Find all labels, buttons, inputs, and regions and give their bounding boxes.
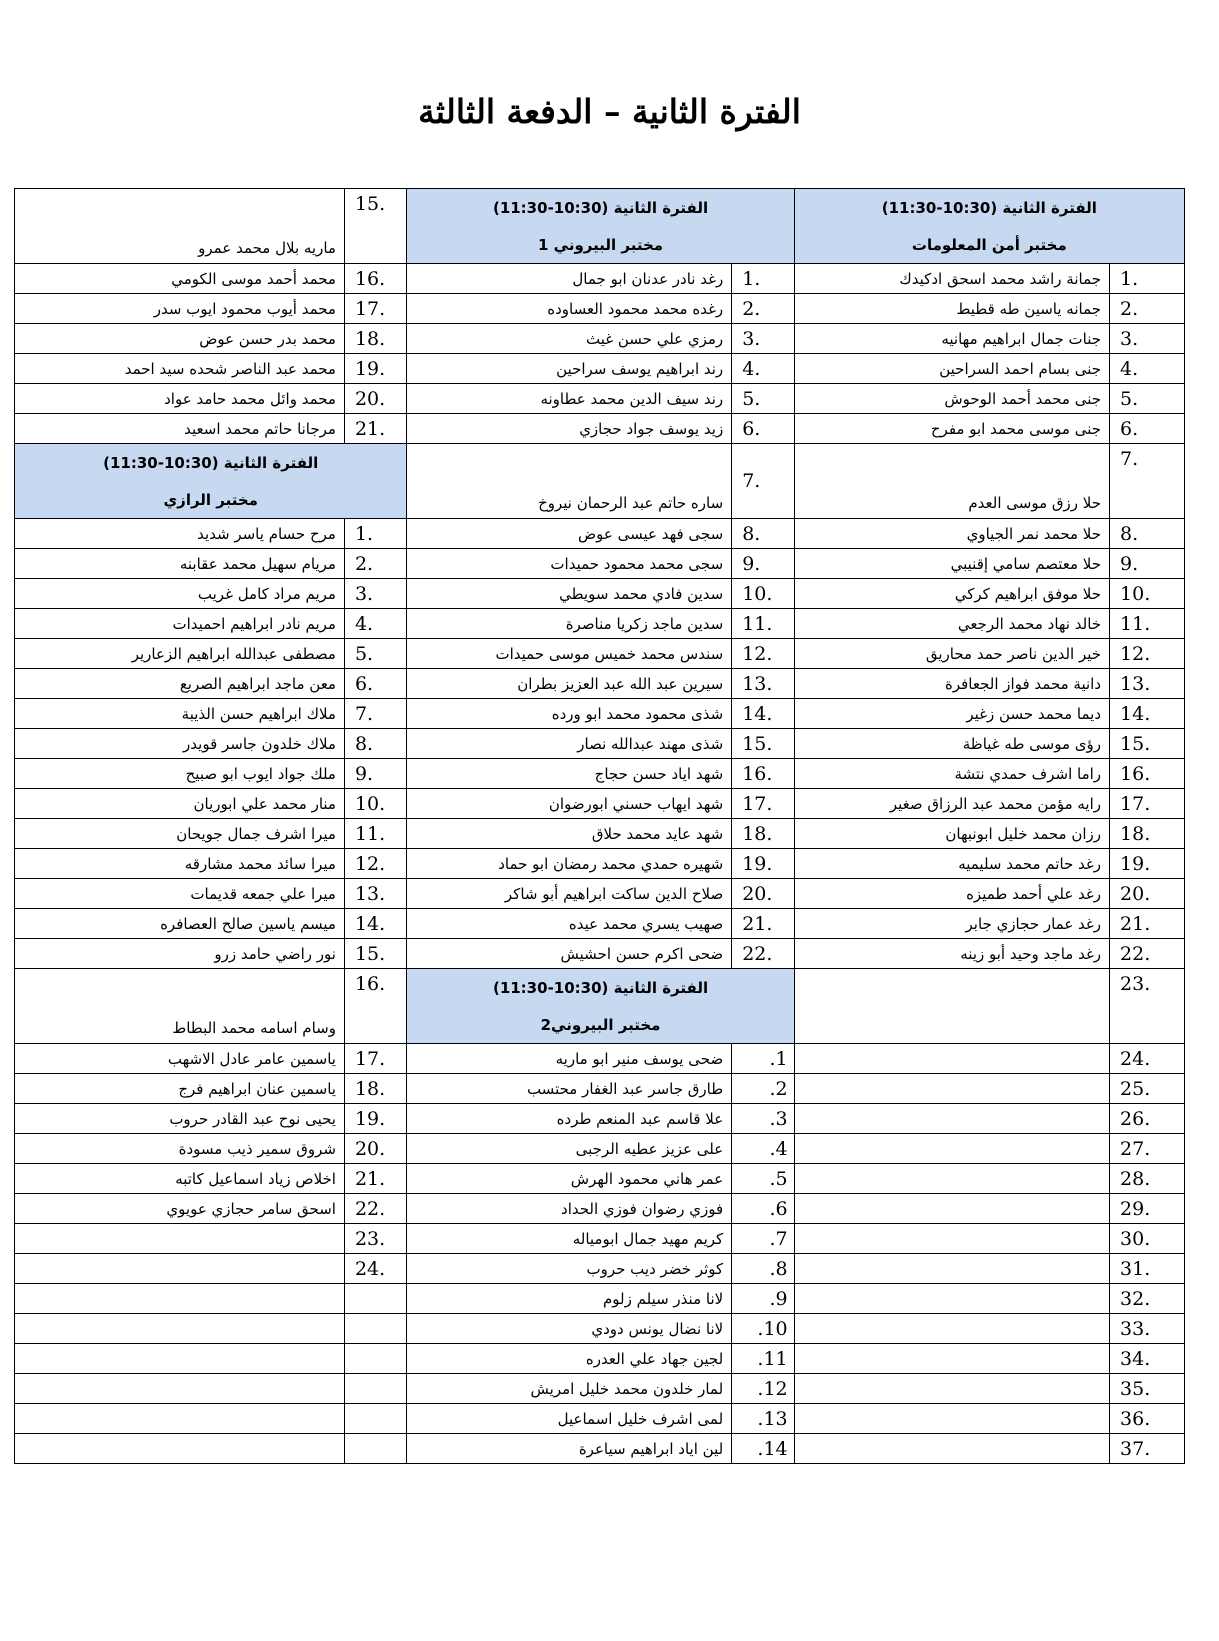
empty-cell <box>15 1434 345 1464</box>
table-row <box>15 354 1185 384</box>
student-name: محمد أيوب محمود ايوب سدر <box>15 294 345 324</box>
table-row <box>15 189 1185 264</box>
student-name: محمد أحمد موسى الكومي <box>15 264 345 294</box>
table-row <box>15 969 1185 1044</box>
row-number: .6 <box>732 1194 794 1224</box>
row-number: 22. <box>1110 939 1185 969</box>
row-number: 19. <box>344 354 406 384</box>
student-name: كريم مهيد جمال ابومياله <box>407 1224 732 1254</box>
row-number: 32. <box>1110 1284 1185 1314</box>
table-row <box>15 549 1185 579</box>
row-number: 12. <box>344 849 406 879</box>
row-number: 18. <box>344 324 406 354</box>
student-name: لجين جهاد علي العدره <box>407 1344 732 1374</box>
row-number: 7. <box>732 444 794 519</box>
student-name: شهد ايهاب حسني ابورضوان <box>407 789 732 819</box>
student-name: لانا نضال يونس دودي <box>407 1314 732 1344</box>
row-number: .12 <box>732 1374 794 1404</box>
student-name: فوزي رضوان فوزي الحداد <box>407 1194 732 1224</box>
row-number: 23. <box>1110 969 1185 1044</box>
table-row <box>15 1224 1185 1254</box>
student-name: رغد علي أحمد طميزه <box>794 879 1109 909</box>
table-row <box>15 1404 1185 1434</box>
student-name: شروق سمير ذيب مسودة <box>15 1134 345 1164</box>
lab-name: مختبر الرازي <box>163 491 258 509</box>
student-name: ملاك خلدون جاسر قويدر <box>15 729 345 759</box>
row-number: .11 <box>732 1344 794 1374</box>
empty-cell <box>15 1284 345 1314</box>
student-name: لمى اشرف خليل اسماعيل <box>407 1404 732 1434</box>
student-name <box>15 1254 345 1284</box>
table-row <box>15 579 1185 609</box>
row-number: 9. <box>732 549 794 579</box>
table-row <box>15 324 1185 354</box>
row-number: 11. <box>732 609 794 639</box>
row-number: 13. <box>732 669 794 699</box>
row-number: 4. <box>732 354 794 384</box>
student-name: سندس محمد خميس موسى حميدات <box>407 639 732 669</box>
table-row <box>15 1374 1185 1404</box>
student-name: جنى موسى محمد ابو مفرح <box>794 414 1109 444</box>
student-name: حلا معتصم سامي إقنيبي <box>794 549 1109 579</box>
table-row <box>15 1284 1185 1314</box>
row-number: 3. <box>732 324 794 354</box>
row-number: .3 <box>732 1104 794 1134</box>
table-row <box>15 669 1185 699</box>
row-number: 11. <box>344 819 406 849</box>
student-name: مرجانا حاتم محمد اسعيد <box>15 414 345 444</box>
student-name <box>794 1344 1109 1374</box>
row-number: .8 <box>732 1254 794 1284</box>
row-number: 17. <box>1110 789 1185 819</box>
student-name: رند ابراهيم يوسف سراحين <box>407 354 732 384</box>
row-number: 28. <box>1110 1164 1185 1194</box>
student-name <box>794 1314 1109 1344</box>
student-name: رغد نادر عدنان ابو جمال <box>407 264 732 294</box>
row-number: 9. <box>344 759 406 789</box>
row-number: 15. <box>1110 729 1185 759</box>
row-number: .9 <box>732 1284 794 1314</box>
lab-header-security <box>794 189 1184 264</box>
row-number: 20. <box>1110 879 1185 909</box>
row-number: 10. <box>344 789 406 819</box>
student-name: مريام سهيل محمد عقابنه <box>15 549 345 579</box>
row-number: 29. <box>1110 1194 1185 1224</box>
empty-cell <box>344 1434 406 1464</box>
table-row <box>15 1104 1185 1134</box>
student-name: جنى بسام احمد السراحين <box>794 354 1109 384</box>
row-number: 36. <box>1110 1404 1185 1434</box>
row-number: 13. <box>344 879 406 909</box>
student-name: ساره حاتم عبد الرحمان نيروخ <box>407 444 732 519</box>
row-number: 19. <box>1110 849 1185 879</box>
table-row <box>15 294 1185 324</box>
row-number: 19. <box>732 849 794 879</box>
student-name: سيرين عبد الله عبد العزيز بطران <box>407 669 732 699</box>
table-row <box>15 1254 1185 1284</box>
student-name <box>794 1434 1109 1464</box>
student-name: ياسمين عامر عادل الاشهب <box>15 1044 345 1074</box>
row-number: 17. <box>344 294 406 324</box>
student-name: جمانه ياسين طه قطيط <box>794 294 1109 324</box>
row-number: 16. <box>732 759 794 789</box>
row-number: 3. <box>1110 324 1185 354</box>
student-name: سجى فهد عيسى عوض <box>407 519 732 549</box>
row-number: 27. <box>1110 1134 1185 1164</box>
lab-header-biruni2 <box>407 969 794 1044</box>
row-number: .13 <box>732 1404 794 1434</box>
student-name: معن ماجد ابراهيم الصريع <box>15 669 345 699</box>
row-number: 15. <box>344 189 406 264</box>
student-name: ضحى يوسف منير ابو ماريه <box>407 1044 732 1074</box>
row-number: 1. <box>732 264 794 294</box>
row-number: 16. <box>344 969 406 1044</box>
row-number: 14. <box>1110 699 1185 729</box>
table-row <box>15 1344 1185 1374</box>
table-row <box>15 879 1185 909</box>
student-name: اخلاص زياد اسماعيل كاتبه <box>15 1164 345 1194</box>
table-row <box>15 1074 1185 1104</box>
table-row <box>15 819 1185 849</box>
lab-header-biruni1 <box>407 189 794 264</box>
student-name: ملاك ابراهيم حسن الذيبة <box>15 699 345 729</box>
row-number: 4. <box>1110 354 1185 384</box>
student-name: سدين فادي محمد سويطي <box>407 579 732 609</box>
student-name: رغد حاتم محمد سليميه <box>794 849 1109 879</box>
student-name: مرح حسام ياسر شديد <box>15 519 345 549</box>
row-number: 15. <box>344 939 406 969</box>
student-name: مصطفى عبدالله ابراهيم الزعارير <box>15 639 345 669</box>
row-number: .2 <box>732 1074 794 1104</box>
student-name: محمد بدر حسن عوض <box>15 324 345 354</box>
student-name: خير الدين ناصر حمد محاريق <box>794 639 1109 669</box>
student-name: ميسم ياسين صالح العصافره <box>15 909 345 939</box>
row-number: 30. <box>1110 1224 1185 1254</box>
row-number: 18. <box>1110 819 1185 849</box>
table-row <box>15 789 1185 819</box>
table-row <box>15 414 1185 444</box>
student-name: رغد عمار حجازي جابر <box>794 909 1109 939</box>
period-label: الفترة الثانية (10:30-11:30) <box>103 454 319 472</box>
row-number: 3. <box>344 579 406 609</box>
row-number: 16. <box>1110 759 1185 789</box>
row-number: 1. <box>1110 264 1185 294</box>
row-number: 1. <box>344 519 406 549</box>
student-name: رند سيف الدين محمد عطاونه <box>407 384 732 414</box>
row-number: 12. <box>732 639 794 669</box>
row-number: 7. <box>344 699 406 729</box>
row-number: 10. <box>1110 579 1185 609</box>
student-name: ديما محمد حسن زغير <box>794 699 1109 729</box>
table-row <box>15 1044 1185 1074</box>
row-number: .10 <box>732 1314 794 1344</box>
empty-cell <box>15 1374 345 1404</box>
student-name: كوثر خضر ديب حروب <box>407 1254 732 1284</box>
student-name: ياسمين عنان ابراهيم فرج <box>15 1074 345 1104</box>
row-number: 6. <box>344 669 406 699</box>
empty-cell <box>344 1284 406 1314</box>
student-name: ماريه بلال محمد عمرو <box>15 189 345 264</box>
student-name: ملك جواد ايوب ابو صبيح <box>15 759 345 789</box>
row-number: .4 <box>732 1134 794 1164</box>
table-row <box>15 1164 1185 1194</box>
student-name: محمد وائل محمد حامد عواد <box>15 384 345 414</box>
student-name: ميرا سائد محمد مشارقه <box>15 849 345 879</box>
student-name: شهد عايد محمد حلاق <box>407 819 732 849</box>
row-number: 21. <box>344 414 406 444</box>
period-label: الفترة الثانية (10:30-11:30) <box>881 199 1097 217</box>
period-label: الفترة الثانية (10:30-11:30) <box>492 199 709 217</box>
row-number: 13. <box>1110 669 1185 699</box>
table-row <box>15 1434 1185 1464</box>
row-number: 24. <box>1110 1044 1185 1074</box>
row-number: 35. <box>1110 1374 1185 1404</box>
student-name: حلا محمد نمر الجياوي <box>794 519 1109 549</box>
student-name: زيد يوسف جواد حجازي <box>407 414 732 444</box>
student-name: لانا منذر سيلم زلوم <box>407 1284 732 1314</box>
student-name: طارق جاسر عبد الغفار محتسب <box>407 1074 732 1104</box>
row-number: 20. <box>344 1134 406 1164</box>
student-name: راما اشرف حمدي نتشة <box>794 759 1109 789</box>
period-label: الفترة الثانية (10:30-11:30) <box>492 979 709 997</box>
row-number: 7. <box>1110 444 1185 519</box>
row-number: 12. <box>1110 639 1185 669</box>
student-name: سدين ماجد زكريا مناصرة <box>407 609 732 639</box>
student-name <box>794 1374 1109 1404</box>
student-name: رزان محمد خليل ابونبهان <box>794 819 1109 849</box>
lab-header-razi <box>15 444 407 519</box>
row-number: 34. <box>1110 1344 1185 1374</box>
empty-cell <box>344 1404 406 1434</box>
page-title: الفترة الثانية – الدفعة الثالثة <box>418 92 801 131</box>
row-number: 18. <box>344 1074 406 1104</box>
student-name: شذى محمود محمد ابو ورده <box>407 699 732 729</box>
row-number: .7 <box>732 1224 794 1254</box>
student-name <box>15 1224 345 1254</box>
student-name: اسحق سامر حجازي عويوي <box>15 1194 345 1224</box>
row-number: 11. <box>1110 609 1185 639</box>
row-number: 15. <box>732 729 794 759</box>
lab-name: مختبر البيروني 1 <box>538 236 664 254</box>
student-name <box>794 1074 1109 1104</box>
table-row <box>15 849 1185 879</box>
row-number: 33. <box>1110 1314 1185 1344</box>
table-row <box>15 1134 1185 1164</box>
student-name: جنات جمال ابراهيم مهانيه <box>794 324 1109 354</box>
empty-cell <box>15 1314 345 1344</box>
table-row <box>15 939 1185 969</box>
table-row <box>15 639 1185 669</box>
row-number: 22. <box>344 1194 406 1224</box>
student-name: ضحى اكرم حسن احشيش <box>407 939 732 969</box>
empty-cell <box>15 1404 345 1434</box>
student-name: ميرا اشرف جمال جويحان <box>15 819 345 849</box>
row-number: .14 <box>732 1434 794 1464</box>
student-name: وسام اسامه محمد البطاط <box>15 969 345 1044</box>
student-name: لمار خلدون محمد خليل امريش <box>407 1374 732 1404</box>
row-number: 26. <box>1110 1104 1185 1134</box>
student-name <box>794 1224 1109 1254</box>
row-number: 22. <box>732 939 794 969</box>
student-name: محمد عبد الناصر شحده سيد احمد <box>15 354 345 384</box>
student-name: رايه مؤمن محمد عبد الرزاق صغير <box>794 789 1109 819</box>
empty-cell <box>344 1344 406 1374</box>
row-number: 21. <box>1110 909 1185 939</box>
row-number: 24. <box>344 1254 406 1284</box>
student-name: منار محمد علي ابوريان <box>15 789 345 819</box>
student-name <box>794 969 1109 1044</box>
row-number: .1 <box>732 1044 794 1074</box>
student-name: جمانة راشد محمد اسحق ادكيدك <box>794 264 1109 294</box>
row-number: 31. <box>1110 1254 1185 1284</box>
student-name: خالد نهاد محمد الرجعي <box>794 609 1109 639</box>
table-row <box>15 909 1185 939</box>
row-number: 21. <box>344 1164 406 1194</box>
student-name: دانية محمد فواز الجعافرة <box>794 669 1109 699</box>
row-number: .5 <box>732 1164 794 1194</box>
student-name: يحيى نوح عبد القادر حروب <box>15 1104 345 1134</box>
row-number: 17. <box>344 1044 406 1074</box>
student-name: شهد اياد حسن حجاج <box>407 759 732 789</box>
table-row <box>15 1314 1185 1344</box>
student-name: عمر هاني محمود الهرش <box>407 1164 732 1194</box>
row-number: 23. <box>344 1224 406 1254</box>
table-row <box>15 264 1185 294</box>
empty-cell <box>15 1344 345 1374</box>
roster-table <box>14 188 1185 1464</box>
student-name <box>794 1044 1109 1074</box>
row-number: 25. <box>1110 1074 1185 1104</box>
student-name: رغده محمد محمود العساوده <box>407 294 732 324</box>
student-name: صلاح الدين ساكت ابراهيم أبو شاكر <box>407 879 732 909</box>
lab-name: مختبر البيروني2 <box>540 1016 661 1034</box>
student-name: على عزيز عطيه الرجبى <box>407 1134 732 1164</box>
table-row <box>15 699 1185 729</box>
student-name <box>794 1284 1109 1314</box>
row-number: 5. <box>732 384 794 414</box>
student-name: لين اياد ابراهيم سياعرة <box>407 1434 732 1464</box>
row-number: 21. <box>732 909 794 939</box>
student-name: رمزي علي حسن غيث <box>407 324 732 354</box>
row-number: 14. <box>344 909 406 939</box>
student-name: رؤى موسى طه غياظة <box>794 729 1109 759</box>
empty-cell <box>344 1314 406 1344</box>
student-name: جنى محمد أحمد الوحوش <box>794 384 1109 414</box>
row-number: 10. <box>732 579 794 609</box>
row-number: 2. <box>732 294 794 324</box>
row-number: 19. <box>344 1104 406 1134</box>
student-name: صهيب يسري محمد عيده <box>407 909 732 939</box>
table-row <box>15 729 1185 759</box>
row-number: 14. <box>732 699 794 729</box>
table-row <box>15 609 1185 639</box>
student-name: مريم مراد كامل غريب <box>15 579 345 609</box>
empty-cell <box>344 1374 406 1404</box>
row-number: 6. <box>1110 414 1185 444</box>
table-row <box>15 759 1185 789</box>
lab-name: مختبر أمن المعلومات <box>911 236 1067 254</box>
row-number: 37. <box>1110 1434 1185 1464</box>
row-number: 8. <box>732 519 794 549</box>
row-number: 2. <box>344 549 406 579</box>
student-name: ميرا علي جمعه قديمات <box>15 879 345 909</box>
student-name: رغد ماجد وحيد أبو زينه <box>794 939 1109 969</box>
student-name <box>794 1104 1109 1134</box>
student-name <box>794 1404 1109 1434</box>
student-name <box>794 1164 1109 1194</box>
row-number: 5. <box>1110 384 1185 414</box>
student-name: سجى محمد محمود حميدات <box>407 549 732 579</box>
row-number: 5. <box>344 639 406 669</box>
table-row <box>15 519 1185 549</box>
row-number: 9. <box>1110 549 1185 579</box>
table-row <box>15 444 1185 519</box>
row-number: 8. <box>344 729 406 759</box>
student-name <box>794 1254 1109 1284</box>
student-name <box>794 1194 1109 1224</box>
table-row <box>15 384 1185 414</box>
row-number: 18. <box>732 819 794 849</box>
row-number: 4. <box>344 609 406 639</box>
row-number: 16. <box>344 264 406 294</box>
student-name: شهيره حمدي محمد رمضان ابو حماد <box>407 849 732 879</box>
row-number: 8. <box>1110 519 1185 549</box>
row-number: 20. <box>732 879 794 909</box>
student-name <box>794 1134 1109 1164</box>
student-name: علا قاسم عبد المنعم طرده <box>407 1104 732 1134</box>
table-row <box>15 1194 1185 1224</box>
student-name: شذى مهند عبدالله نصار <box>407 729 732 759</box>
row-number: 17. <box>732 789 794 819</box>
row-number: 2. <box>1110 294 1185 324</box>
student-name: نور راضي حامد زرو <box>15 939 345 969</box>
student-name: حلا موفق ابراهيم كركي <box>794 579 1109 609</box>
row-number: 20. <box>344 384 406 414</box>
row-number: 6. <box>732 414 794 444</box>
student-name: مريم نادر ابراهيم احميدات <box>15 609 345 639</box>
student-name: حلا رزق موسى العدم <box>794 444 1109 519</box>
